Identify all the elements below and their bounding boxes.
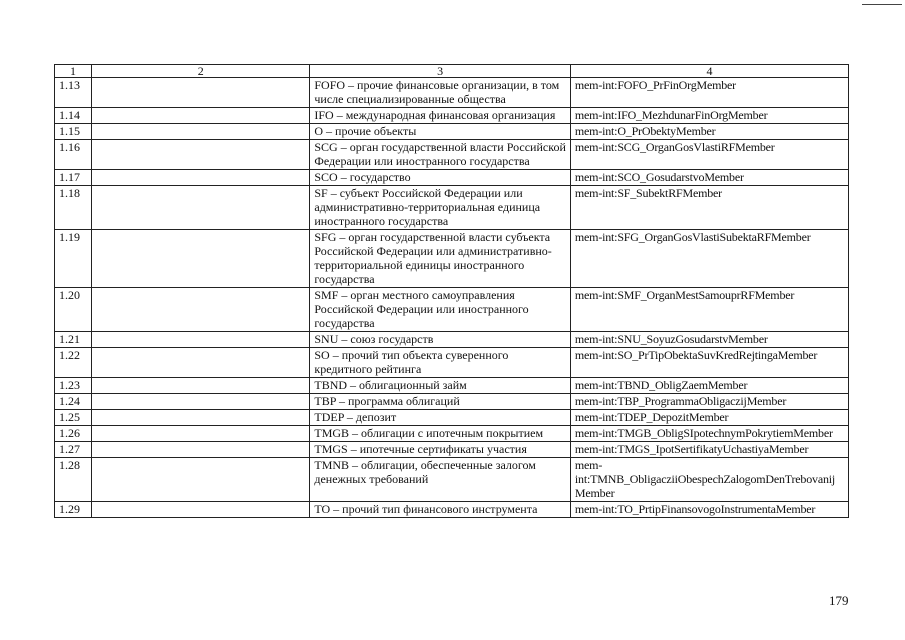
row-empty-cell (92, 458, 310, 502)
member-mapping-table (54, 64, 849, 518)
table-row (55, 288, 849, 332)
row-description-cell: O – прочие объекты (310, 124, 571, 140)
row-member-cell: mem-int:SNU_SoyuzGosudarstvMember (570, 332, 848, 348)
row-number-cell: 1.25 (55, 410, 92, 426)
top-corner-rule (862, 4, 902, 5)
row-member-cell: mem-int:TO_PrtipFinansovogoInstrumentaMember (570, 502, 848, 518)
row-description-cell: IFO – международная финансовая организация (310, 108, 571, 124)
row-number-cell: 1.19 (55, 230, 92, 288)
header-cell-2: 2 (92, 65, 310, 78)
row-member-cell: mem-int:O_PrObektyMember (570, 124, 848, 140)
row-number-cell: 1.29 (55, 502, 92, 518)
row-member-cell: mem-int:TDEP_DepozitMember (570, 410, 848, 426)
row-number-cell: 1.28 (55, 458, 92, 502)
row-empty-cell (92, 140, 310, 170)
table-row (55, 442, 849, 458)
table-row (55, 348, 849, 378)
row-description-cell: TMGB – облигации с ипотечным покрытием (310, 426, 571, 442)
row-member-cell: mem-int:SCO_GosudarstvoMember (570, 170, 848, 186)
row-member-cell: mem-int:SFG_OrganGosVlastiSubektaRFMember (570, 230, 848, 288)
row-number-cell: 1.16 (55, 140, 92, 170)
row-empty-cell (92, 426, 310, 442)
row-description-cell: SNU – союз государств (310, 332, 571, 348)
row-member-cell: mem-int:TMNB_ObligacziiObespechZalogomDenTrebovanijMember (570, 458, 848, 502)
page-number: 179 (829, 593, 849, 608)
row-empty-cell (92, 78, 310, 108)
header-cell-3: 3 (310, 65, 571, 78)
row-member-cell: mem-int:IFO_MezhdunarFinOrgMember (570, 108, 848, 124)
row-empty-cell (92, 394, 310, 410)
row-number-cell: 1.21 (55, 332, 92, 348)
table-row (55, 410, 849, 426)
table-row (55, 124, 849, 140)
row-member-cell: mem-int:SMF_OrganMestSamouprRFMember (570, 288, 848, 332)
row-description-cell: SF – субъект Российской Федерации или административно-территориальная единица иностранного государства (310, 186, 571, 230)
row-description-cell: SO – прочий тип объекта суверенного кредитного рейтинга (310, 348, 571, 378)
table-row (55, 458, 849, 502)
row-description-cell: FOFO – прочие финансовые организации, в том числе специализированные общества (310, 78, 571, 108)
row-member-cell: mem-int:SCG_OrganGosVlastiRFMember (570, 140, 848, 170)
row-empty-cell (92, 230, 310, 288)
row-number-cell: 1.27 (55, 442, 92, 458)
row-empty-cell (92, 502, 310, 518)
row-empty-cell (92, 332, 310, 348)
row-member-cell: mem-int:TBND_ObligZaemMember (570, 378, 848, 394)
row-description-cell: SCO – государство (310, 170, 571, 186)
row-description-cell: SMF – орган местного самоуправления Российской Федерации или иностранного государства (310, 288, 571, 332)
row-member-cell: mem-int:TMGB_ObligSIpotechnymPokrytiemMember (570, 426, 848, 442)
table-row (55, 108, 849, 124)
table-row (55, 230, 849, 288)
table-row (55, 378, 849, 394)
table-row (55, 332, 849, 348)
row-number-cell: 1.26 (55, 426, 92, 442)
row-number-cell: 1.17 (55, 170, 92, 186)
row-number-cell: 1.14 (55, 108, 92, 124)
row-member-cell: mem-int:FOFO_PrFinOrgMember (570, 78, 848, 108)
row-description-cell: TDEP – депозит (310, 410, 571, 426)
row-description-cell: SCG – орган государственной власти Российской Федерации или иностранного государства (310, 140, 571, 170)
row-number-cell: 1.22 (55, 348, 92, 378)
row-empty-cell (92, 410, 310, 426)
row-number-cell: 1.13 (55, 78, 92, 108)
row-number-cell: 1.15 (55, 124, 92, 140)
row-description-cell: TO – прочий тип финансового инструмента (310, 502, 571, 518)
table-row (55, 140, 849, 170)
row-description-cell: TBND – облигационный займ (310, 378, 571, 394)
table-row (55, 502, 849, 518)
row-empty-cell (92, 288, 310, 332)
row-member-cell: mem-int:TBP_ProgrammaObligaczijMember (570, 394, 848, 410)
row-empty-cell (92, 378, 310, 394)
row-empty-cell (92, 108, 310, 124)
row-member-cell: mem-int:TMGS_IpotSertifikatyUchastiyaMember (570, 442, 848, 458)
row-member-cell: mem-int:SO_PrTipObektaSuvKredRejtingaMember (570, 348, 848, 378)
table-row (55, 186, 849, 230)
table-row (55, 426, 849, 442)
row-number-cell: 1.20 (55, 288, 92, 332)
row-empty-cell (92, 124, 310, 140)
row-empty-cell (92, 442, 310, 458)
row-description-cell: SFG – орган государственной власти субъекта Российской Федерации или административно-территориальной единицы иностранного государства (310, 230, 571, 288)
row-number-cell: 1.23 (55, 378, 92, 394)
row-empty-cell (92, 348, 310, 378)
table-row (55, 78, 849, 108)
row-description-cell: TMGS – ипотечные сертификаты участия (310, 442, 571, 458)
row-member-cell: mem-int:SF_SubektRFMember (570, 186, 848, 230)
row-empty-cell (92, 170, 310, 186)
header-cell-4: 4 (570, 65, 848, 78)
table-row (55, 170, 849, 186)
header-cell-1: 1 (55, 65, 92, 78)
row-number-cell: 1.18 (55, 186, 92, 230)
row-number-cell: 1.24 (55, 394, 92, 410)
table-header-row (55, 65, 849, 78)
table-row (55, 394, 849, 410)
row-empty-cell (92, 186, 310, 230)
row-description-cell: TBP – программа облигаций (310, 394, 571, 410)
row-description-cell: TMNB – облигации, обеспеченные залогом денежных требований (310, 458, 571, 502)
